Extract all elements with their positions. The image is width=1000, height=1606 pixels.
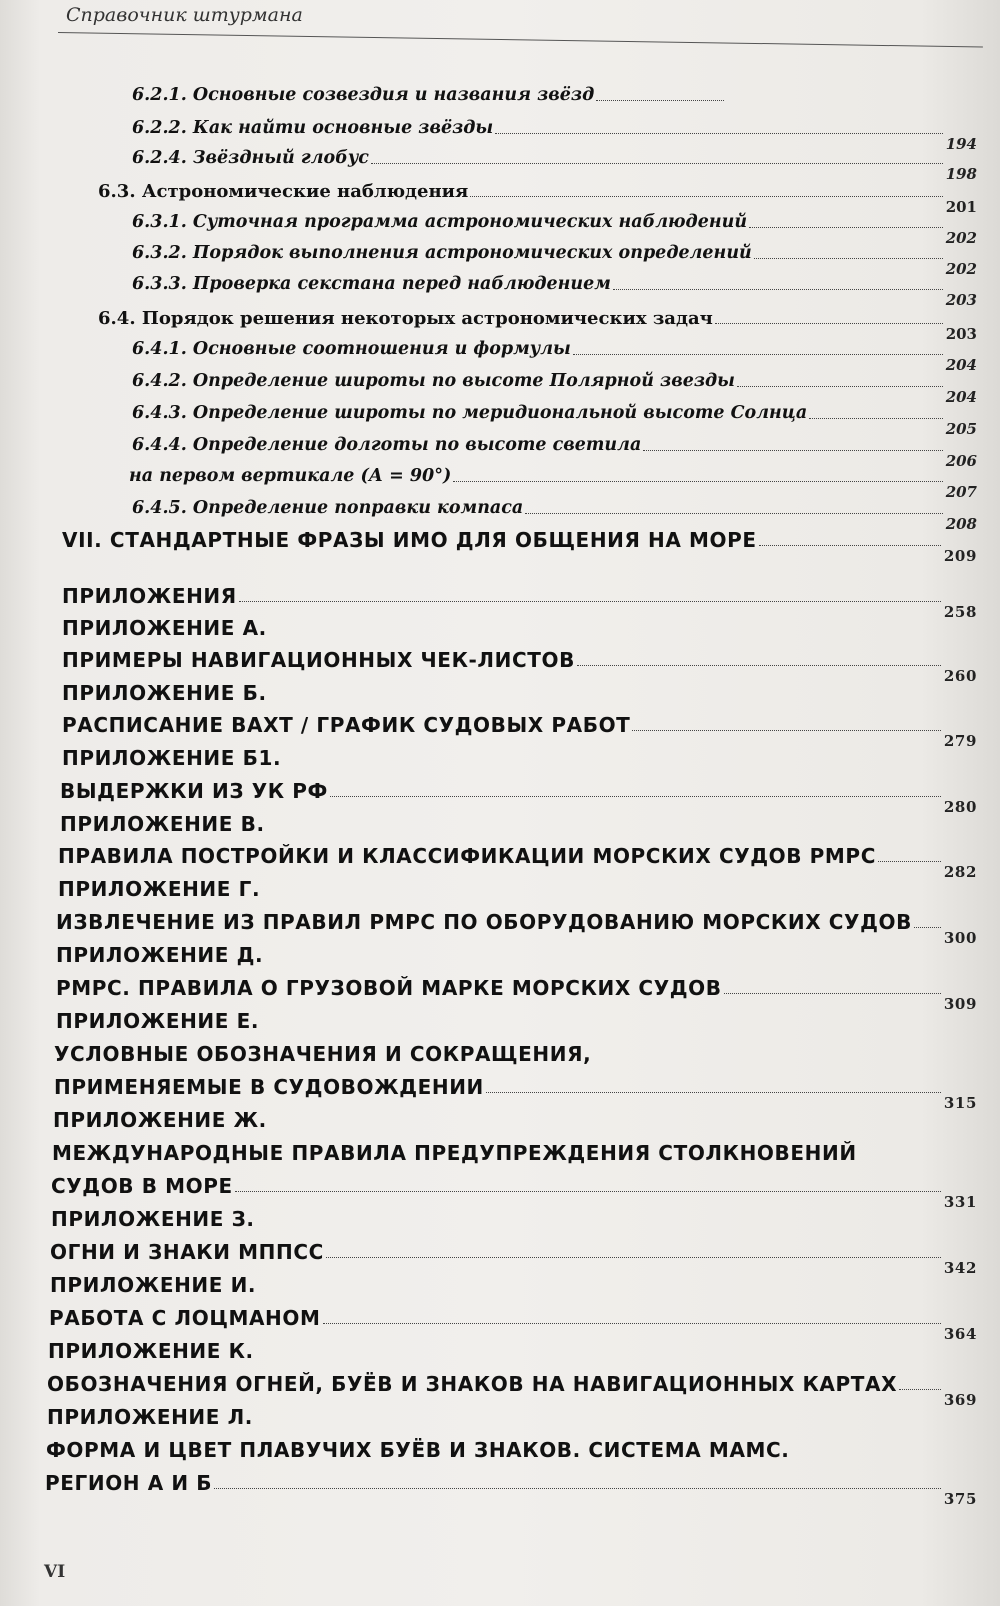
dot-leader <box>495 133 942 134</box>
header-rule <box>58 32 983 48</box>
toc-entry-title: 6.2.1. Основные созвездия и названия звёзд <box>132 85 595 105</box>
dot-leader <box>632 730 940 731</box>
toc-entry-title: ИЗВЛЕЧЕНИЕ ИЗ ПРАВИЛ РМРС ПО ОБОРУДОВАНИЮ МОРСКИХ СУДОВ <box>56 910 912 934</box>
dot-leader <box>330 796 941 797</box>
toc-entry-page: 203 <box>945 325 977 343</box>
dot-leader <box>486 1092 941 1093</box>
toc-entry-title: ПРИМЕРЫ НАВИГАЦИОННЫХ ЧЕК-ЛИСТОВ <box>62 648 575 672</box>
toc-entry-page: 369 <box>943 1391 977 1409</box>
toc-entry <box>132 435 977 470</box>
toc-entry <box>98 308 977 343</box>
dot-leader <box>724 993 941 994</box>
toc-entry-title: 6.4.3. Определение широты по меридиональной высоте Солнца <box>132 403 808 423</box>
toc-entry-title: ПРИЛОЖЕНИЕ Б1. <box>62 746 282 770</box>
dot-leader <box>759 545 941 546</box>
dot-leader <box>577 665 941 666</box>
toc-entry-page: 260 <box>943 667 977 685</box>
toc-entry-title: ПРИЛОЖЕНИЕ К. <box>48 1339 254 1363</box>
toc-entry <box>46 1440 977 1460</box>
toc-entry-page: 202 <box>945 228 977 247</box>
dot-leader <box>235 1191 941 1192</box>
toc-entry <box>51 1174 977 1211</box>
toc-entry <box>47 1407 977 1427</box>
dot-leader <box>749 227 943 228</box>
toc-entry <box>58 879 977 899</box>
dot-leader <box>754 258 943 259</box>
toc-entry <box>45 1471 977 1508</box>
toc-entry-title: РАБОТА С ЛОЦМАНОМ <box>49 1306 321 1330</box>
toc-entry <box>129 466 977 501</box>
toc-entry <box>50 1275 977 1295</box>
dot-leader <box>470 196 942 197</box>
dot-leader <box>715 323 943 324</box>
toc-entry <box>53 1110 977 1130</box>
toc-entry <box>132 274 977 309</box>
toc-entry-page: 375 <box>943 1490 977 1508</box>
toc-entry <box>56 1011 977 1031</box>
toc-entry-page: 331 <box>943 1193 977 1211</box>
toc-entry <box>62 584 977 621</box>
toc-entry-page: 208 <box>945 514 977 533</box>
toc-entry <box>62 683 977 703</box>
toc-entry <box>62 618 977 638</box>
toc-entry <box>132 87 727 105</box>
toc-entry-title: ПРИЛОЖЕНИЕ З. <box>51 1207 255 1231</box>
toc-entry <box>47 1372 977 1409</box>
dot-leader <box>878 861 941 862</box>
toc-entry <box>58 844 977 881</box>
toc-entry-page: 207 <box>945 482 977 501</box>
toc-entry <box>56 945 977 965</box>
toc-entry-title: УСЛОВНЫЕ ОБОЗНАЧЕНИЯ И СОКРАЩЕНИЯ, <box>54 1042 592 1066</box>
dot-leader <box>596 100 724 101</box>
toc-entry-page: 202 <box>945 259 977 278</box>
toc-entry <box>48 1341 977 1361</box>
toc-entry-title: на первом вертикале (А = 90°) <box>129 466 452 486</box>
toc-entry-page: 206 <box>945 451 977 470</box>
toc-entry-title: 6.4.4. Определение долготы по высоте светила <box>132 435 642 455</box>
dot-leader <box>914 927 941 928</box>
toc-entry <box>56 976 977 1013</box>
toc-entry-title: 6.3.3. Проверка секстана перед наблюдением <box>132 274 611 294</box>
dot-leader <box>613 289 943 290</box>
toc-entry-page: 205 <box>945 419 977 438</box>
running-head: Справочник штурмана <box>66 4 303 26</box>
toc-entry-page: 204 <box>945 355 977 374</box>
toc-entry-title: ПРИЛОЖЕНИЕ Ж. <box>53 1108 267 1132</box>
toc-entry <box>52 1143 977 1163</box>
toc-entry <box>132 212 977 247</box>
toc-entry <box>132 243 977 278</box>
toc-entry-page: 204 <box>945 387 977 406</box>
toc-entry <box>56 910 977 947</box>
toc-entry <box>132 403 977 438</box>
dot-leader <box>453 481 942 482</box>
toc-entry <box>54 1075 977 1112</box>
toc-entry-title: ПРИЛОЖЕНИЕ И. <box>50 1273 257 1297</box>
dot-leader <box>899 1389 941 1390</box>
toc-entry <box>132 371 977 406</box>
toc-entry-page: 282 <box>943 863 977 881</box>
toc-entry-title: 6.3.2. Порядок выполнения астрономических определений <box>132 243 752 263</box>
toc-entry <box>54 1044 977 1064</box>
toc-entry <box>51 1209 977 1229</box>
page-number: VI <box>44 1562 66 1582</box>
dot-leader <box>573 354 943 355</box>
toc-entry-title: ОБОЗНАЧЕНИЯ ОГНЕЙ, БУЁВ И ЗНАКОВ НА НАВИГАЦИОННЫХ КАРТАХ <box>47 1372 898 1396</box>
toc-entry <box>132 148 977 183</box>
dot-leader <box>643 450 942 451</box>
dot-leader <box>323 1323 941 1324</box>
toc-entry-page: 309 <box>943 995 977 1013</box>
toc-entry <box>62 648 977 685</box>
toc-entry-page: 258 <box>943 603 977 621</box>
toc-entry-title: РЕГИОН А И Б <box>45 1471 213 1495</box>
toc-entry-title: СУДОВ В МОРЕ <box>51 1174 233 1198</box>
toc-entry-page: 315 <box>943 1094 977 1112</box>
toc-entry <box>62 528 977 565</box>
toc-entry-title: ПРАВИЛА ПОСТРОЙКИ И КЛАССИФИКАЦИИ МОРСКИХ СУДОВ РМРС <box>58 844 876 868</box>
toc-entry-page: 201 <box>945 198 977 216</box>
toc-entry <box>62 713 977 750</box>
toc-entry-page: 279 <box>943 732 977 750</box>
toc-entry-title: ВЫДЕРЖКИ ИЗ УК РФ <box>60 779 328 803</box>
toc-entry-page: 209 <box>943 547 977 565</box>
toc-entry <box>60 814 977 834</box>
dot-leader <box>371 163 943 164</box>
toc-entry-title: 6.4.1. Основные соотношения и формулы <box>132 339 571 359</box>
toc-entry <box>98 181 977 216</box>
toc-entry-title: ПРИЛОЖЕНИЕ Г. <box>58 877 261 901</box>
toc-entry-title: ПРИЛОЖЕНИЯ <box>62 584 237 608</box>
toc-entry-title: 6.4. Порядок решения некоторых астрономических задач <box>98 308 713 329</box>
toc-entry-title: МЕЖДУНАРОДНЫЕ ПРАВИЛА ПРЕДУПРЕЖДЕНИЯ СТОЛКНОВЕНИЙ <box>52 1141 857 1165</box>
toc-entry-title: 6.4.2. Определение широты по высоте Полярной звезды <box>132 371 735 391</box>
toc-entry-page: 203 <box>945 290 977 309</box>
dot-leader <box>525 513 942 514</box>
toc-entry-title: 6.3. Астрономические наблюдения <box>98 181 469 202</box>
toc-entry-page: 280 <box>943 798 977 816</box>
toc-entry-title: ПРИЛОЖЕНИЕ Д. <box>56 943 264 967</box>
toc-entry-title: VII. СТАНДАРТНЫЕ ФРАЗЫ ИМО ДЛЯ ОБЩЕНИЯ НА МОРЕ <box>62 528 757 552</box>
toc-entry-title: ПРИЛОЖЕНИЕ Б. <box>62 681 267 705</box>
toc-entry-page: 300 <box>943 929 977 947</box>
toc-entry <box>60 779 977 816</box>
toc-entry-title: ОГНИ И ЗНАКИ МППСС <box>50 1240 324 1264</box>
toc-entry <box>132 498 977 533</box>
toc-entry <box>49 1306 977 1343</box>
dot-leader <box>214 1488 941 1489</box>
toc-entry-title: ПРИЛОЖЕНИЕ А. <box>62 616 267 640</box>
toc-entry-page: 342 <box>943 1259 977 1277</box>
toc-entry-title: РМРС. ПРАВИЛА О ГРУЗОВОЙ МАРКЕ МОРСКИХ СУДОВ <box>56 976 722 1000</box>
dot-leader <box>737 386 943 387</box>
toc-entry-title: 6.2.4. Звёздный глобус <box>132 148 369 168</box>
dot-leader <box>809 418 943 419</box>
toc-entry-title: ПРИЛОЖЕНИЕ В. <box>60 812 265 836</box>
toc-entry-title: ФОРМА И ЦВЕТ ПЛАВУЧИХ БУЁВ И ЗНАКОВ. СИСТЕМА МАМС. <box>46 1438 790 1462</box>
toc-entry-title: 6.3.1. Суточная программа астрономических наблюдений <box>132 212 748 232</box>
toc-entry-title: 6.2.2. Как найти основные звёзды <box>132 118 494 138</box>
dot-leader <box>239 601 941 602</box>
toc-entry-title: ПРИЛОЖЕНИЕ Л. <box>47 1405 254 1429</box>
toc-entry <box>50 1240 977 1277</box>
toc-entry <box>132 339 977 374</box>
toc-entry-title: ПРИЛОЖЕНИЕ Е. <box>56 1009 260 1033</box>
toc-entry-page: 364 <box>943 1325 977 1343</box>
toc-entry-title: ПРИМЕНЯЕМЫЕ В СУДОВОЖДЕНИИ <box>54 1075 484 1099</box>
dot-leader <box>326 1257 941 1258</box>
toc-entry-title: 6.4.5. Определение поправки компаса <box>132 498 524 518</box>
toc-entry <box>62 748 977 768</box>
toc-entry-page: 198 <box>945 164 977 183</box>
toc-entry-title: РАСПИСАНИЕ ВАХТ / ГРАФИК СУДОВЫХ РАБОТ <box>62 713 631 737</box>
toc-entry <box>132 118 977 153</box>
toc-entry-page: 194 <box>945 134 977 153</box>
